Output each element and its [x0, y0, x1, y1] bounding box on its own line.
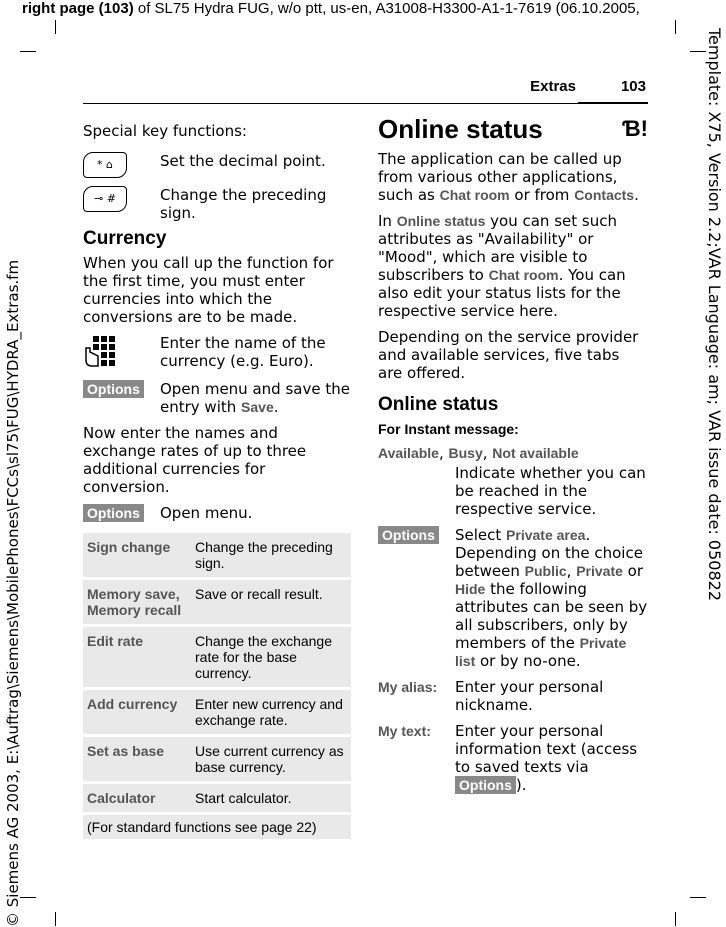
keypad-row [83, 334, 351, 372]
public-keyword: Public [524, 563, 567, 579]
options-softkey[interactable]: Options [83, 504, 144, 522]
crop-mark [675, 20, 676, 34]
left-column [83, 122, 351, 842]
private-list-keyword: Private list [455, 635, 627, 669]
page-header [83, 78, 648, 104]
hide-keyword: Hide [455, 581, 486, 597]
menu-desc: Save or recall result. [191, 580, 351, 624]
availability-entry: Available, Busy, Not available Indicate whether you can be reached in the respective service. [378, 444, 648, 518]
online-status-keyword: Online status [396, 213, 486, 229]
paragraph-3: Depending on the service provider and available services, five tabs are offered. [378, 328, 639, 382]
private-area-text: Select Private area. Depending on the choice between Public, Private or Hide the following attributes can be seen by all subscribers, only by members of the Private list or by no-one. [455, 526, 648, 670]
menu-label: Edit rate [83, 627, 191, 687]
my-text-label: My text: [378, 723, 431, 739]
enter-name-text: Enter the name of the currency (e.g. Euro). [160, 334, 326, 370]
table-row [83, 690, 351, 734]
my-alias-row [378, 678, 648, 714]
template-info-text: Template: X75, Version 2.2;VAR Language: am; VAR issue date: 050822 [705, 28, 724, 601]
paragraph-2: In Online status you can set such attributes as "Availability" or "Mood", which are visible to subscribers to Chat room. You can also edit your status lists for the respective service here. [378, 212, 626, 320]
menu-desc: Enter new currency and exchange rate. [191, 690, 351, 734]
document-info: of SL75 Hydra FUG, w/o ptt, us-en, A31008-H3300-A1-1-7619 (06.10.2005, [133, 0, 640, 17]
section-title: Extras [530, 78, 576, 95]
table-row [83, 784, 351, 812]
table-row [83, 627, 351, 687]
available-keyword: Available [378, 445, 439, 461]
options-softkey[interactable]: Options [83, 380, 144, 398]
paragraph-1: The application can be called up from various other applications, such as Chat room or from Contacts. [378, 150, 639, 204]
menu-label: Set as base [83, 737, 191, 781]
table-row [83, 737, 351, 781]
top-line [22, 0, 640, 17]
chat-room-keyword: Chat room [439, 187, 510, 203]
crop-mark [675, 912, 676, 926]
menu-desc: Change the preceding sign. [191, 533, 351, 577]
now-enter-text: Now enter the names and exchange rates of up to three additional currencies for conversion. [83, 424, 307, 496]
hash-key-icon: ⊸ # [83, 186, 127, 212]
online-status-title [378, 114, 648, 144]
right-column [378, 114, 648, 802]
menu-desc: Start calculator. [191, 784, 351, 812]
menu-label: Memory save, Memory recall [83, 580, 191, 624]
template-info [700, 28, 726, 908]
currency-text: When you call up the function for the first time, you must enter currencies into which the conversions are to be made. [83, 254, 334, 326]
private-area-keyword: Private area [506, 527, 586, 543]
intro-text: Special key functions: [83, 122, 247, 140]
instant-message-heading: For Instant message: [378, 421, 519, 437]
availability-desc: Indicate whether you can be reached in the respective service. [455, 464, 646, 518]
page-marker: right page (103) [22, 0, 134, 17]
menu-label: Add currency [83, 690, 191, 734]
menu-table [83, 530, 351, 842]
contacts-keyword: Contacts [574, 187, 635, 203]
star-key-icon: * ⌂ [83, 152, 127, 178]
chat-room-keyword: Chat room [488, 267, 559, 283]
table-row [83, 533, 351, 577]
page-number: 103 [620, 78, 646, 95]
key-row-text: Set the decimal point. [160, 152, 326, 170]
keypad-icon [83, 334, 117, 368]
table-footer-row [83, 815, 351, 839]
my-text-row [378, 722, 648, 794]
options-text: Open menu and save the entry with Save. [160, 380, 350, 416]
options-softkey[interactable]: Options [378, 526, 439, 544]
copyright-info-text: © Siemens AG 2003, E:\Auftrag\Siemens\MobilePhones\FCCs\sl75\FUG\HYDRA_Extras.fm [4, 259, 22, 927]
page-title: Online status [378, 114, 543, 144]
table-footer: (For standard functions see page 22) [83, 815, 351, 839]
table-row [83, 580, 351, 624]
busy-keyword: Busy [448, 445, 483, 461]
online-status-icon: Ɓ! [622, 116, 648, 141]
currency-heading: Currency [83, 228, 167, 249]
key-row-hash [83, 186, 351, 222]
crop-mark [55, 20, 56, 34]
page-number-bar [578, 102, 648, 104]
menu-label: Calculator [83, 784, 191, 812]
options-softkey[interactable]: Options [455, 776, 516, 794]
online-status-subheading: Online status [378, 394, 499, 415]
not-available-keyword: Not available [492, 445, 579, 461]
open-menu-text: Open menu. [160, 504, 253, 522]
options-row [378, 526, 648, 670]
options-row [83, 380, 351, 416]
options-row-2 [83, 504, 351, 522]
crop-mark [55, 912, 56, 926]
menu-label: Sign change [83, 533, 191, 577]
key-row-text: Change the preceding sign. [160, 186, 327, 222]
private-keyword: Private [576, 563, 623, 579]
copyright-info [0, 30, 28, 927]
my-alias-label: My alias: [378, 679, 438, 695]
key-row-star [83, 152, 351, 178]
my-text-text: Enter your personal information text (access to saved texts via Options ). [455, 722, 638, 794]
my-alias-text: Enter your personal nickname. [455, 678, 604, 714]
menu-desc: Change the exchange rate for the base currency. [191, 627, 351, 687]
save-keyword: Save [241, 399, 274, 415]
menu-desc: Use current currency as base currency. [191, 737, 351, 781]
